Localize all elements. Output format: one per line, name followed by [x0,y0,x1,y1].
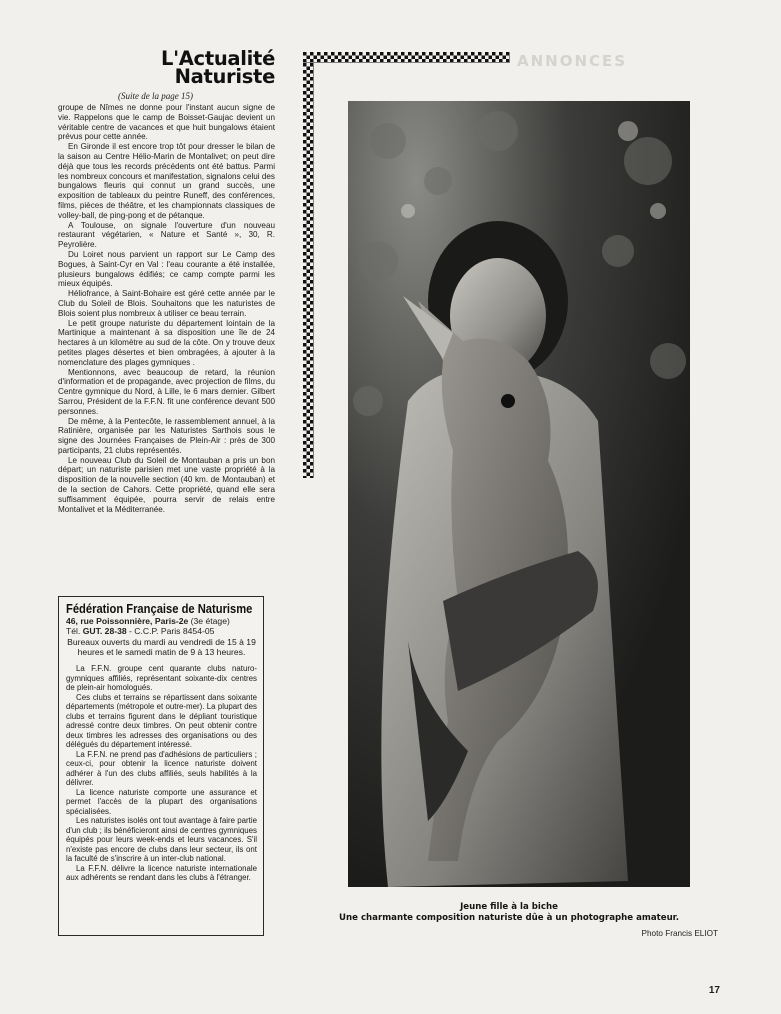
ffn-paragraph: La F.F.N. ne prend pas d'adhésions de particuliers ; ceux-ci, pour obtenir la licence naturiste doivent adhérer à l'un des clubs affiliés, seuls habilités à la délivrer. [66,749,257,788]
caption-subtitle: Une charmante composition naturiste dûe à un photographe amateur. [339,913,679,923]
show-through-heading: ANNONCES [517,52,628,68]
article-paragraph: Le petit groupe naturiste du département lointain de la Martinique a maintenant à sa disposition une île de 24 hectares à un kilomètre au sud de la côte. On y trouve deux petites plages désertes et bien ombragées, à ajouter à la nomenclature des plages gymniques . [58,318,275,367]
ffn-paragraph: La licence naturiste comporte une assurance et permet l'accès de la plupart des organisations spécialisées. [66,787,257,816]
ffn-address-floor: (3e étage) [188,616,230,626]
ffn-address-street: 46, rue Poissonnière, Paris-2e [66,616,189,626]
ffn-paragraph: La F.F.N. délivre la licence naturiste internationale aux adhérents se rendant dans les clubs à l'étranger. [66,863,257,883]
ffn-paragraph: Les naturistes isolés ont tout avantage à faire partie d'un club ; ils bénéficieront ainsi de centres gymniques équipés pour leurs week-ends et leurs vacances. S'il n'existe pas encore de clubs dans leur secteur, ils ont la faculté de s'inscrire à un inter-club national. [66,816,257,864]
ffn-title: Fédération Française de Naturisme [66,601,253,616]
article-paragraph: Du Loiret nous parvient un rapport sur Le Camp des Bogues, à Saint-Cyr en Val : l'eau courante a été installée, plusieurs bungalows édifiés; ce camp compte parmi les mieux équipés. [58,249,275,289]
photo-caption [300,902,718,924]
ffn-paragraph: Ces clubs et terrains se répartissent dans soixante départements (métropole et outre-mer). La plupart des clubs et terrains figurent dans le dépliant touristique adressé contre deux timbres. On peut obtenir contre deux timbres les adresses des organisations ou des délégués du département intéressé. [66,692,257,750]
ffn-phone [66,626,257,636]
article-paragraph: A Toulouse, on signale l'ouverture d'un nouveau restaurant végétarien, « Nature et Santé », 30, R. Peyrolière. [58,220,275,250]
ffn-ccp: - C.C.P. Paris 8454-05 [126,626,215,637]
checker-border-top [303,52,510,63]
article-paragraph: De même, à la Pentecôte, le rassemblement annuel, à la Ratinière, organisée par les Naturistes Sarthois sous le signe des Journées Françaises de Plein-Air : près de 300 participants, 21 clubs représentés. [58,416,275,455]
photo-credit: Photo Francis ELIOT [641,929,718,938]
ffn-paragraph: La F.F.N. groupe cent quarante clubs naturo-gymniques affiliés, représentant soixante-dix centres de plein-air homologués. [66,664,257,693]
page-number: 17 [708,985,720,996]
article-title [58,47,275,88]
continued-note: (Suite de la page 15) [118,91,193,101]
caption-title: Jeune fille à la biche [460,902,558,912]
article-paragraph: Héliofrance, à Saint-Bohaire est géré cette année par le Club du Soleil de Blois. Souhaitons que les naturistes de Blois soient plus nombreux à utiliser ce beau terrain. [58,289,275,318]
article-title-line1: L'Actualité [160,47,275,70]
article-paragraph: Mentionnons, avec beaucoup de retard, la réunion d'information et de propagande, avec projection de films, du Centre gymnique du Nord, à Lille, le 6 mars dernier. Gilbert Sarrou, Président de la F.F.N. fit une conférence devant 500 personnes. [58,367,275,416]
ffn-tel-number: GUT. 28-38 [82,626,127,637]
photo-illustration [348,101,690,887]
checker-border-left [303,63,314,478]
news-column [58,47,275,514]
article-paragraph: Le nouveau Club du Soleil de Montauban a pris un bon départ; un naturiste parisien met une vaste propriété à la disposition de la nouvelle section (40 km. de Montauban) et de la section de Cahors. Cette propriété, quand elle sera suffisamment équipée, pourra servir de relais entre Montalivet et la Méditerranée. [58,455,275,514]
photo-girl-with-fawn [348,101,690,887]
ffn-address [66,616,257,626]
ffn-info-box [58,596,264,936]
ffn-tel-prefix: Tél. [66,626,83,637]
ffn-hours: Bureaux ouverts du mardi au vendredi de 15 à 19 heures et le samedi matin de 9 à 13 heures. [67,636,256,657]
article-body [58,103,275,514]
article-paragraph: En Gironde il est encore trop tôt pour dresser le bilan de la saison au Centre Hélio-Marin de Montalivet; on peut dire déjà que tous les records précédents ont été battus. Parmi les nombreux concours et manifestation, signalons celui des bungalows fleuris qui connut un grand succès, une exposition de tableaux du peintre Runeff, des conférences, films, pièces de théâtre, et les championnats classiques de volley-ball, de ping-pong et de pétanque. [58,142,275,220]
article-title-line2: Naturiste [174,65,275,88]
ffn-body [66,664,257,883]
article-paragraph: groupe de Nîmes ne donne pour l'instant aucun signe de vie. Rappelons que le camp de Boisset-Gaujac devient un véritable centre de vacances et que huit bungalows étaient prévus pour cette année. [58,103,275,142]
